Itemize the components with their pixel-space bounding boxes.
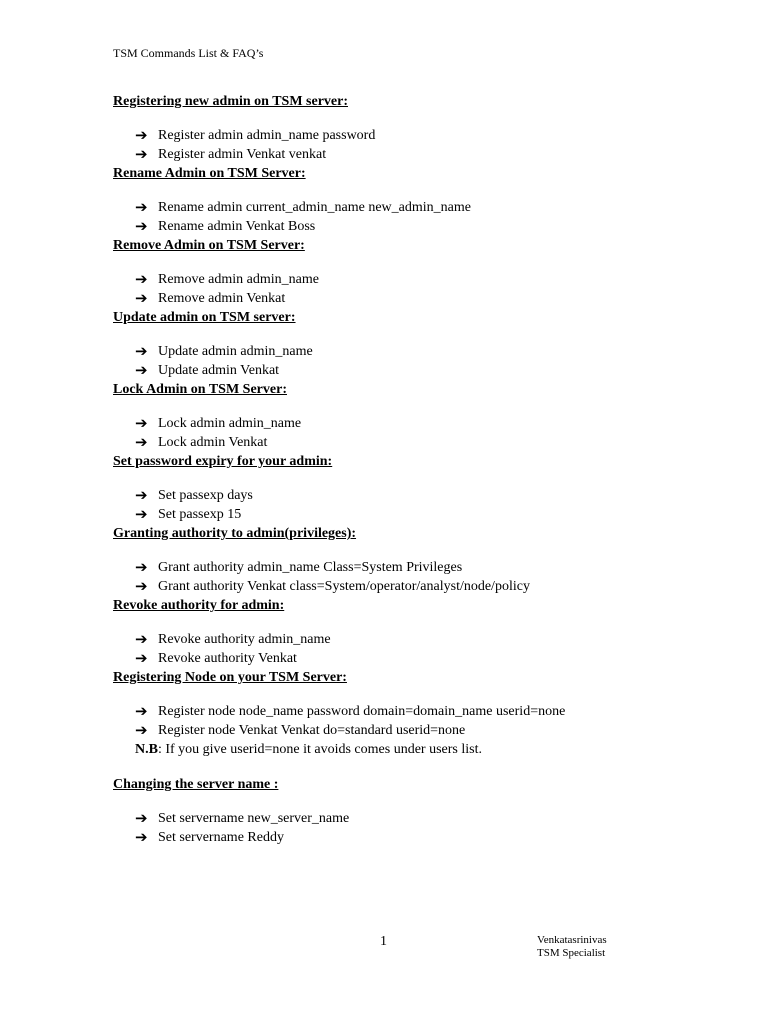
- section-heading: Registering Node on your TSM Server:: [113, 670, 347, 685]
- command-text: Register node node_name password domain=domain_name userid=none: [158, 704, 566, 719]
- author-name: Venkatasrinivas: [537, 934, 607, 946]
- list-item: [113, 721, 713, 740]
- command-text: Grant authority Venkat class=System/operator/analyst/node/policy: [158, 579, 530, 594]
- command-text: Set passexp days: [158, 488, 253, 503]
- list-item: [113, 145, 713, 164]
- arrow-right-icon: ➔: [135, 577, 148, 595]
- section-heading: Registering new admin on TSM server:: [113, 94, 348, 109]
- arrow-right-icon: ➔: [135, 342, 148, 360]
- arrow-right-icon: ➔: [135, 486, 148, 504]
- command-text: Rename admin current_admin_name new_admin_name: [158, 200, 471, 215]
- arrow-right-icon: ➔: [135, 702, 148, 720]
- arrow-right-icon: ➔: [135, 145, 148, 163]
- list-item: [113, 217, 713, 236]
- section-heading: Set password expiry for your admin:: [113, 454, 333, 469]
- arrow-right-icon: ➔: [135, 649, 148, 667]
- arrow-right-icon: ➔: [135, 270, 148, 288]
- section-heading: Update admin on TSM server:: [113, 310, 296, 325]
- list-item: [113, 361, 713, 380]
- command-text: Rename admin Venkat Boss: [158, 219, 316, 234]
- list-item: [113, 630, 713, 649]
- page-header: TSM Commands List & FAQ’s: [113, 46, 264, 60]
- command-text: Set servername new_server_name: [158, 811, 350, 826]
- command-text: Grant authority admin_name Class=System Privileges: [158, 560, 463, 575]
- list-item: [113, 270, 713, 289]
- command-text: Set servername Reddy: [158, 830, 284, 845]
- command-text: Lock admin admin_name: [158, 416, 302, 431]
- note-label: N.B: [135, 742, 158, 757]
- arrow-right-icon: ➔: [135, 828, 148, 846]
- page-number: 1: [380, 934, 387, 949]
- arrow-right-icon: ➔: [135, 289, 148, 307]
- command-text: Revoke authority Venkat: [158, 651, 297, 666]
- author-title: TSM Specialist: [537, 947, 606, 959]
- arrow-right-icon: ➔: [135, 433, 148, 451]
- command-text: Revoke authority admin_name: [158, 632, 331, 647]
- arrow-right-icon: ➔: [135, 414, 148, 432]
- list-item: [113, 649, 713, 668]
- list-item: [113, 577, 713, 596]
- command-text: Set passexp 15: [158, 507, 242, 522]
- command-text: Update admin admin_name: [158, 344, 313, 359]
- list-item: [113, 433, 713, 452]
- section-heading: Rename Admin on TSM Server:: [113, 166, 306, 181]
- note: [113, 740, 713, 759]
- list-item: [113, 289, 713, 308]
- section-heading: Remove Admin on TSM Server:: [113, 238, 305, 253]
- arrow-right-icon: ➔: [135, 721, 148, 739]
- list-item: [113, 828, 713, 847]
- note-text: : If you give userid=none it avoids comes under users list.: [157, 742, 482, 757]
- section-heading: Lock Admin on TSM Server:: [113, 382, 287, 397]
- list-item: [113, 126, 713, 145]
- command-text: Remove admin admin_name: [158, 272, 319, 287]
- arrow-right-icon: ➔: [135, 809, 148, 827]
- arrow-right-icon: ➔: [135, 361, 148, 379]
- arrow-right-icon: ➔: [135, 198, 148, 216]
- section-heading: Revoke authority for admin:: [113, 598, 285, 613]
- list-item: [113, 414, 713, 433]
- list-item: [113, 809, 713, 828]
- section-heading: Changing the server name :: [113, 777, 279, 792]
- command-text: Register admin Venkat venkat: [158, 147, 327, 162]
- command-text: Register admin admin_name password: [158, 128, 376, 143]
- arrow-right-icon: ➔: [135, 630, 148, 648]
- command-text: Lock admin Venkat: [158, 435, 268, 450]
- list-item: [113, 558, 713, 577]
- list-item: [113, 198, 713, 217]
- list-item: [113, 486, 713, 505]
- arrow-right-icon: ➔: [135, 217, 148, 235]
- arrow-right-icon: ➔: [135, 558, 148, 576]
- list-item: [113, 505, 713, 524]
- command-text: Remove admin Venkat: [158, 291, 286, 306]
- list-item: [113, 702, 713, 721]
- list-item: [113, 342, 713, 361]
- section-heading: Granting authority to admin(privileges):: [113, 526, 357, 541]
- arrow-right-icon: ➔: [135, 505, 148, 523]
- document-body: [113, 92, 713, 847]
- footer-author: [537, 934, 607, 960]
- arrow-right-icon: ➔: [135, 126, 148, 144]
- command-text: Update admin Venkat: [158, 363, 280, 378]
- command-text: Register node Venkat Venkat do=standard userid=none: [158, 723, 466, 738]
